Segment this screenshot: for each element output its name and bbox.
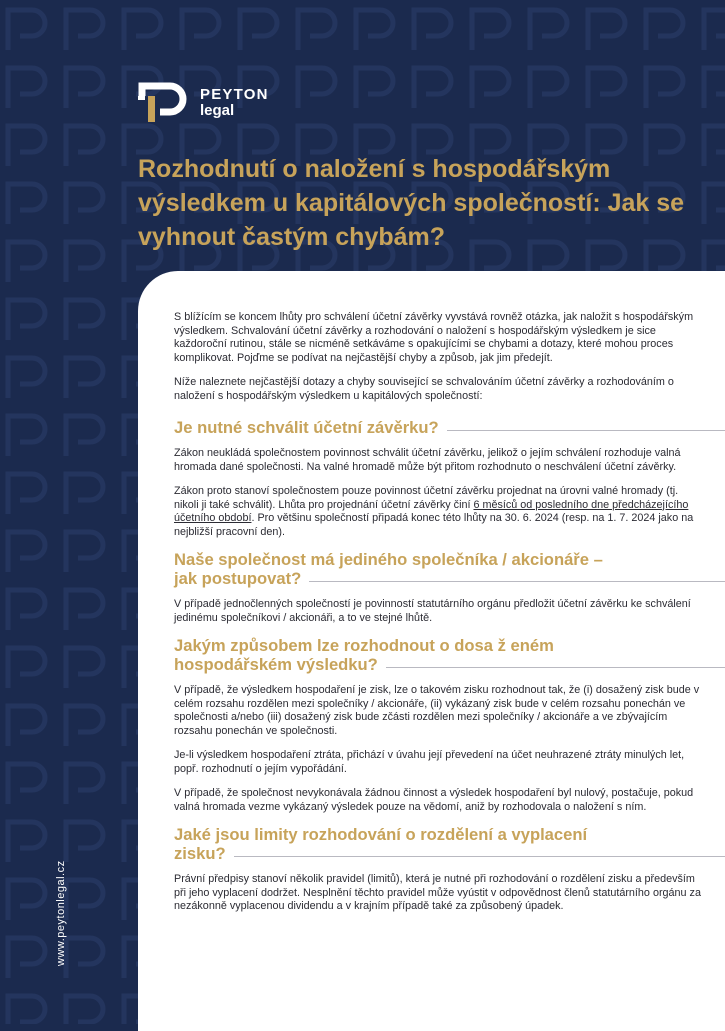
section-3-title-line-2: hospodářském výsledku? [174, 655, 378, 674]
brand-logo [138, 82, 269, 124]
section-1-paragraph-2: Zákon proto stanoví společnostem pouze povinnost účetní závěrku projednat na úrovni valné hromady (tj. nikoli ji také schválit). Lhůta pro projednání účetní závěrky činí 6 měsíců od posledního dne předcházejícího účetního období. Pro většinu společností připadá konec této lhůty na 30. 6. 2024 (resp. na 1. 7. 2024 jako na nejbližší pracovní den). [174, 485, 694, 538]
section-3-paragraph-1: V případě, že výsledkem hospodaření je zisk, lze o takovém zisku rozhodnout tak, že (i) dosažený zisk bude v celém rozsahu rozdělen mezi společníky / akcionáře, (ii) vykázaný zisk bude v celém rozsahu ponechán ve společnosti a/nebo (iii) dosažený zisk bude zčásti rozdělen mezi společníky / akcionáře a ve zbývajícím rozsahu ponechán ve společnosti. [174, 684, 700, 737]
heading-rule [234, 856, 725, 857]
content-panel [138, 271, 725, 1031]
section-4-paragraph-1: Právní předpisy stanoví několik pravidel (limitů), která je nutné při rozhodování o rozdělení zisku a především při jeho vyplacení dodržet. Nesplnění těchto pravidel může vyústit v odpovědnost členů statutárního orgánu za nezákonně vyplacenou dividendu a v krajním případě také za způsobený úpadek. [174, 873, 701, 912]
section-2-title-line-1: Naše společnost má jediného společníka / akcionáře – [174, 550, 603, 569]
section-2-heading [174, 550, 704, 588]
section-4-title-line-2: zisku? [174, 844, 226, 863]
section-4-title-line-1: Jaké jsou limity rozhodování o rozdělení a vyplacení [174, 825, 588, 844]
heading-rule [447, 430, 725, 431]
section-1-title: Je nutné schválit účetní závěrku? [174, 418, 439, 437]
page-title: Rozhodnutí o naložení s hospodářským výsledkem u kapitálových společností: Jak se vyhnout častým chybám? [138, 155, 685, 251]
section-3-paragraph-3: V případě, že společnost nevykonávala žádnou činnost a výsledek hospodaření byl nulový, postačuje, pokud valná hromada vezme vykázaný výsledek pouze na vědomí, aniž by rozhodovala o naložení s ním. [174, 787, 694, 813]
brand-subname: legal [200, 102, 235, 119]
section-1-paragraph-1: Zákon neukládá společnostem povinnost schválit účetní závěrku, jelikož o jejím schválení rozhoduje valná hromada dané společnosti. Na valné hromadě může být přitom rozhodnuto o neschválení účetní závěrky. [174, 447, 681, 473]
section-4-heading [174, 825, 704, 863]
section-1-heading [174, 418, 704, 437]
section-3-paragraph-2: Je-li výsledkem hospodaření ztráta, přichází v úvahu její převedení na účet neuhrazené ztráty minulých let, popř. rozhodnutí o jejím vypořádání. [174, 749, 685, 775]
brand-name: PEYTON [200, 86, 269, 104]
section-3-heading [174, 636, 704, 674]
deadline-link[interactable]: 6 měsíců od posledního dne předcházejícího účetního období [174, 498, 689, 524]
section-2-title-line-2: jak postupovat? [174, 569, 302, 588]
section-3-title-line-1: Jakým způsobem lze rozhodnout o dosa ž eném [174, 636, 554, 655]
section-2-paragraph-1: V případě jednočlenných společností je povinností statutárního orgánu předložit účetní závěrku ke schválení jedinému společníkovi / akcionáři, a to ve stejné lhůtě. [174, 598, 691, 624]
website-url[interactable]: www.peytonlegal.cz [55, 860, 67, 966]
heading-rule [309, 581, 725, 582]
intro-paragraph-1: S blížícím se koncem lhůty pro schválení účetní závěrky vyvstává rovněž otázka, jak naložit s hospodářským výsledkem. Schvalování účetní závěrky a rozhodování o naložení s hospodářským výsledkem je sice každoroční rutinou, stále se nicméně setkáváme s opakujícími se chybami a dotazy, které mohou proces komplikovat. Pojďme se podívat na nejčastější chyby a způsob, jak jim předejít. [174, 311, 694, 364]
heading-rule [386, 667, 725, 668]
peyton-p-mark-icon [138, 82, 192, 124]
intro-paragraph-2: Níže naleznete nejčastější dotazy a chyby související se schvalováním účetní závěrky a rozhodováním o naložení s hospodářským výsledkem u kapitálových společností: [174, 376, 674, 402]
